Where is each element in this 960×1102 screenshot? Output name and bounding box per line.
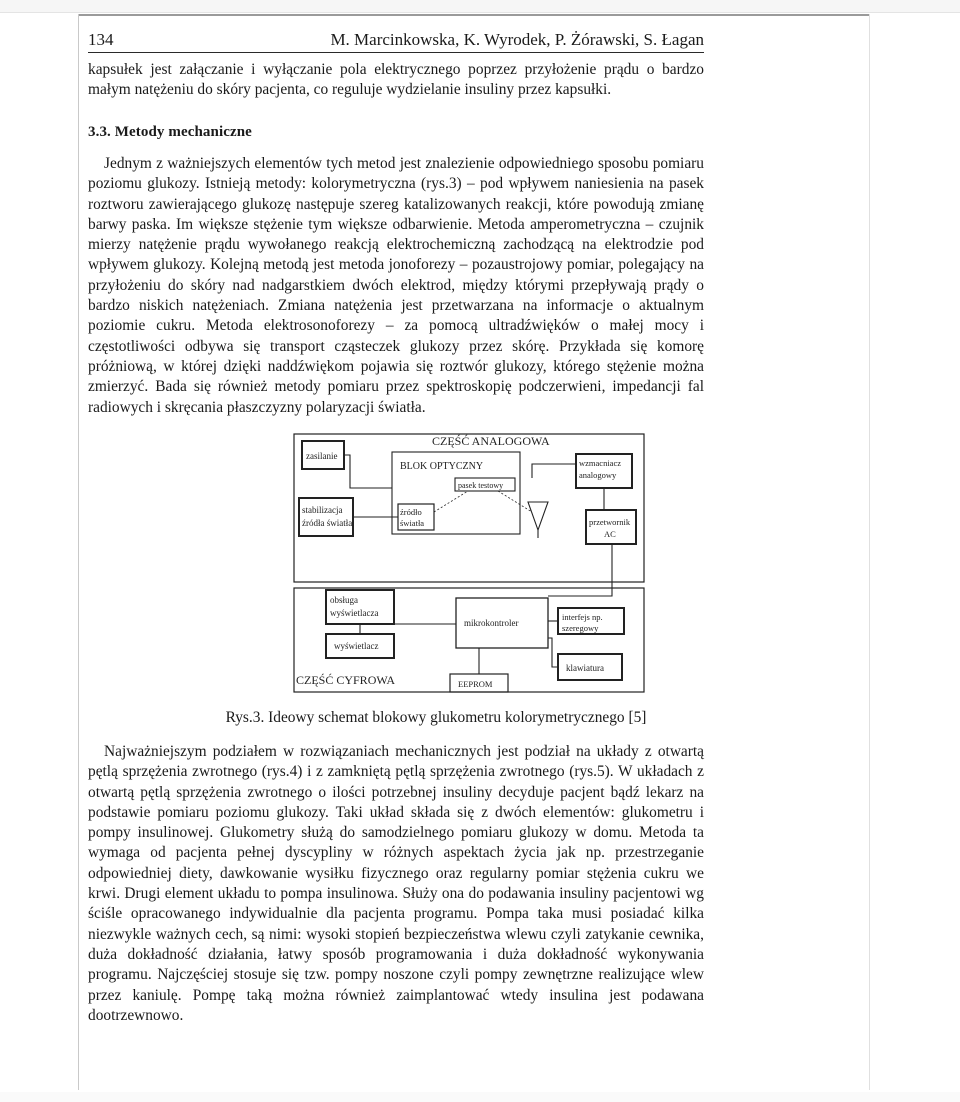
photodetector-symbol — [528, 502, 548, 530]
connector-detector-amp — [532, 464, 576, 478]
connector-mcu-display — [394, 606, 456, 624]
section-heading: 3.3. Metody mechaniczne — [88, 124, 252, 140]
converter-label-1: przetwornik — [589, 517, 631, 527]
connector-power — [344, 455, 392, 488]
microcontroller-label: mikrokontroler — [464, 618, 519, 628]
stabilization-label-1: stabilizacja — [302, 505, 343, 515]
converter-label-2: AC — [604, 529, 616, 539]
digital-title: CZĘŚĆ CYFROWA — [296, 673, 396, 687]
interface-label-2: szeregowy — [562, 623, 599, 633]
page-top-rule — [79, 14, 869, 16]
section-paragraph: Jednym z ważniejszych elementów tych metod jest znalezienie odpowiedniego sposobu pomiaru poziomu glukozy. Istnieją metody: kolorymetryczna (rys.3) – pod wpływem naniesienia na pasek roztworu zawierającego glukozę następuje szereg katalizowanych reakcji, które powodują zmianę barwy paska. Im większe stężenie tym większe odbarwienie. Metoda amperometryczna – czujnik mierzy natężenie prądu wywołanego reakcją elektrochemiczną zachodzącą na elektrodzie pod wpływem glukozy. Kolejną metodą jest metoda jonoforezy – pozaustrojowy pomiar, polegający na przyłożeniu do skóry nad nadgarstkiem dwóch elektrod, między którymi przepływają prądy o bardzo niskich natężeniach. Zmiana natężenia jest przetwarzana na informacje o aktualnym poziomie cukru. Metoda elektrosonoforezy – za pomocą ultradźwięków o małej mocy i częstotliwości odbywa się transport cząsteczek glukozy przez skórę. Przykłada się komorę próżniową, w której dzięki naddźwiękom pojawia się roztwór glukozy, którego stężenie można zmierzyć. Bada się również metody pomiaru przez spektroskopię podczerwieni, impedancji fal radiowych i skręcania płaszczyzny polaryzacji światła. — [88, 155, 704, 416]
header-authors: M. Marcinkowska, K. Wyrodek, P. Żórawski, S. Łagan — [330, 30, 704, 49]
light-ray-out — [498, 491, 532, 512]
eeprom-label: EEPROM — [458, 679, 493, 689]
amplifier-label-1: wzmacniacz — [579, 458, 621, 468]
interface-label-1: interfejs np. — [562, 612, 603, 622]
analog-title: CZĘŚĆ ANALOGOWA — [432, 434, 550, 448]
amplifier-label-2: analogowy — [579, 470, 617, 480]
stabilization-block — [299, 498, 353, 536]
page-number: 134 — [88, 30, 114, 49]
display-driver-label-1: obsługa — [330, 595, 358, 605]
block-diagram — [232, 428, 722, 698]
header-rule — [88, 52, 704, 53]
analog-section-frame — [294, 434, 644, 582]
test-strip-label: pasek testowy — [458, 481, 504, 490]
display-driver-label-2: wyświetlacza — [330, 608, 379, 618]
light-source-label-2: światła — [400, 518, 425, 528]
display-label: wyświetlacz — [334, 641, 379, 651]
optical-block-title: BLOK OPTYCZNY — [400, 461, 484, 472]
closing-paragraph: Najważniejszym podziałem w rozwiązaniach mechanicznych jest podział na układy z otwartą pętlą sprzężenia zwrotnego (rys.4) i z zamkniętą pętlą sprzężenia zwrotnego (rys.5). W układach z otwartą pętlą sprzężenia zwrotnego o ilości potrzebnej insuliny decyduje pacjent bądź lekarz na podstawie pomiaru poziomu glukozy. Taki układ składa się z dwóch elementów: glukometru i pompy insulinowej. Glukometry służą do samodzielnego pomiaru glukozy w domu. Metoda ta wymaga od pacjenta pełnej dyscypliny w różnych aspektach życia jak np. przestrzeganie odpowiedniej diety, dawkowanie wysiłku fizycznego oraz regularny pomiar stężenia cukru we krwi. Drugi element układu to pompa insulinowa. Służy ona do podawania insuliny pacjentowi wg ściśle opracowanego indywidualnie dla pacjenta programu. Pompa taka musi posiadać kilka niezwykle ważnych cech, są nimi: wysoki stopień bezpieczeństwa wlewu czyli zatykanie cewnika, duża dokładność działania, łatwy sposób programowania i duża dokładność wykonywania programu. Najczęściej stosuje się tzw. pompy noszone czyli pompy zewnętrzne realizujące wlew przez kaniulę. Pompę taką można również zaimplantować wtedy insulina jest podawana dootrzewnowo. — [88, 743, 704, 1024]
running-header — [88, 30, 704, 52]
power-supply-label: zasilanie — [306, 451, 338, 461]
connector-mcu-keyboard — [548, 638, 558, 667]
keyboard-label: klawiatura — [566, 663, 604, 673]
light-source-label-1: źródło — [400, 507, 422, 517]
block-diagram-figure — [232, 428, 722, 698]
scan-bottom-edge — [0, 1092, 960, 1102]
scan-top-edge — [0, 0, 960, 13]
figure-caption: Rys.3. Ideowy schemat blokowy glukometru kolorymetrycznego [5] — [225, 709, 647, 726]
stabilization-label-2: źródła światła — [302, 518, 353, 528]
intro-paragraph: kapsułek jest załączanie i wyłączanie pola elektrycznego poprzez przyłożenie prądu o bardzo małym natężeniu do skóry pacjenta, co reguluje wydzielanie insuliny przez kapsułki. — [88, 61, 704, 99]
light-ray-in — [434, 491, 468, 512]
